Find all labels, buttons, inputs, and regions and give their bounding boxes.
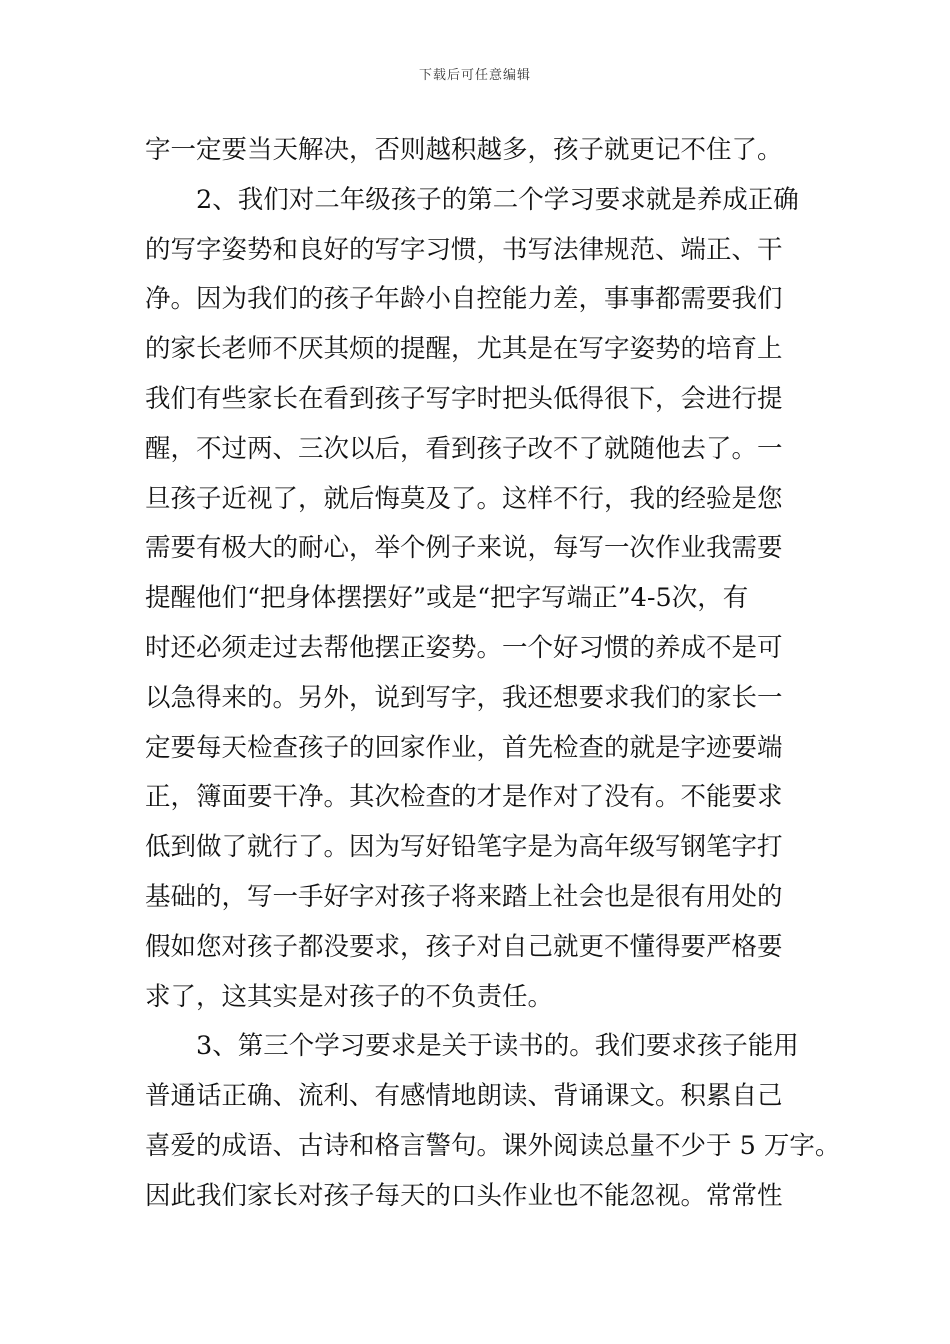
text-line: 的家长老师不厌其烦的提醒，尤其是在写字姿势的培育上: [145, 334, 783, 365]
text-line: 提醒他们“把身体摆摆好”或是“把字写端正”4-5次，有: [145, 583, 749, 614]
text-line: 字一定要当天解决，否则越积越多，孩子就更记不住了。: [145, 135, 783, 165]
text-line: 普通话正确、流利、有感情地朗读、背诵课文。积累自己: [145, 1081, 783, 1112]
document-body: [145, 126, 841, 1222]
text-line: 以急得来的。另外，说到写字，我还想要求我们的家长一: [145, 682, 783, 713]
text-line: 时还必须走过去帮他摆正姿势。一个好习惯的养成不是可: [145, 632, 783, 663]
text-line: 因此我们家长对孩子每天的口头作业也不能忽视。常常性: [145, 1180, 783, 1211]
text-line: 基础的，写一手好字对孩子将来踏上社会也是很有用处的: [145, 881, 783, 912]
text-line: 的写字姿势和良好的写字习惯，书写法律规范、端正、干: [145, 234, 783, 265]
text-line: 醒，不过两、三次以后，看到孩子改不了就随他去了。一: [145, 433, 783, 464]
text-line: 3、第三个学习要求是关于读书的。我们要求孩子能用: [145, 1031, 799, 1062]
text-line: 需要有极大的耐心，举个例子来说，每写一次作业我需要: [145, 533, 783, 564]
text-line: 旦孩子近视了，就后悔莫及了。这样不行，我的经验是您: [145, 483, 783, 514]
page-header: 下载后可任意编辑: [418, 68, 531, 83]
text-line: 定要每天检查孩子的回家作业，首先检查的就是字迹要端: [145, 732, 783, 763]
text-line: 求了，这其实是对孩子的不负责任。: [145, 981, 554, 1012]
text-line: 低到做了就行了。因为写好铅笔字是为高年级写钢笔字打: [145, 832, 783, 863]
text-line: 喜爱的成语、古诗和格言警句。课外阅读总量不少于 5 万字。: [145, 1130, 841, 1161]
text-line: 我们有些家长在看到孩子写字时把头低得很下，会进行提: [145, 383, 783, 414]
text-line: 2、我们对二年级孩子的第二个学习要求就是养成正确: [145, 184, 799, 215]
text-line: 假如您对孩子都没要求，孩子对自己就更不懂得要严格要: [145, 931, 783, 962]
text-line: 正，簿面要干净。其次检查的才是作对了没有。不能要求: [145, 782, 783, 813]
text-line: 净。因为我们的孩子年龄小自控能力差，事事都需要我们: [145, 284, 783, 315]
